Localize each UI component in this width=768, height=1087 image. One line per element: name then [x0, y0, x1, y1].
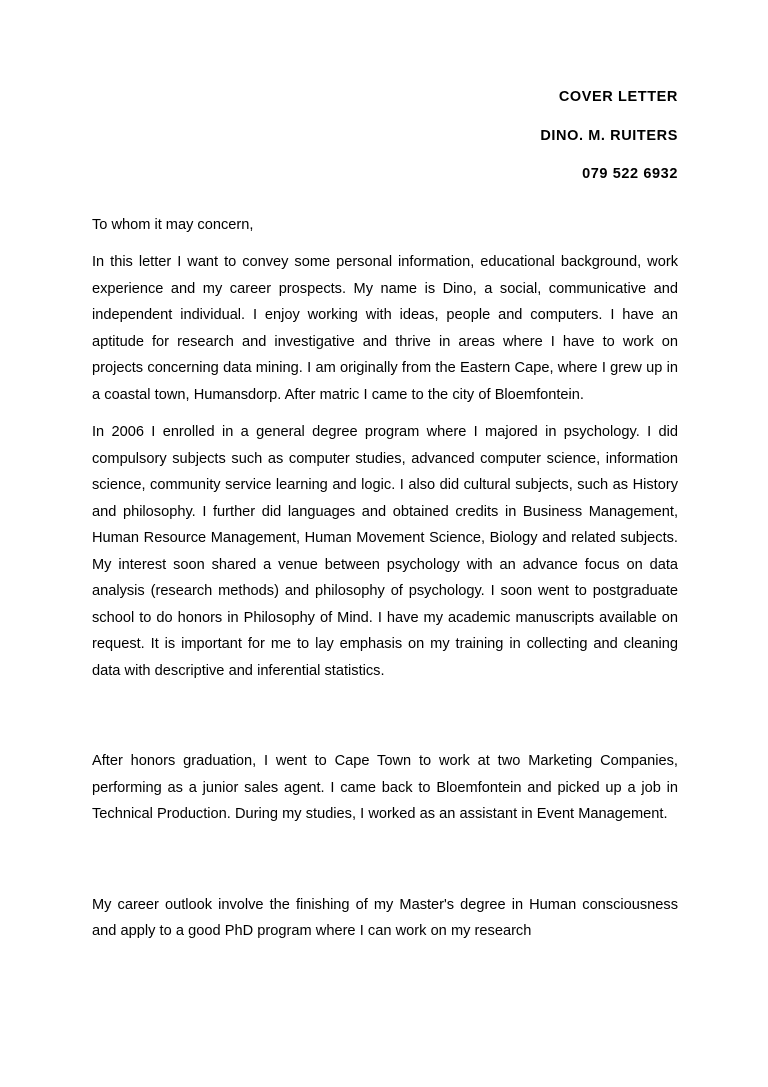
sender-phone: 079 522 6932 — [582, 166, 678, 182]
letterhead — [92, 0, 678, 182]
letter-body — [92, 0, 678, 945]
document-title: COVER LETTER — [558, 89, 678, 105]
sender-name: DINO. M. RUITERS — [540, 127, 678, 144]
paragraph-education: In 2006 I enrolled in a general degree program where I majored in psychology. I did compulsory subjects such as computer studies, advanced computer science, information science, community service learning and logic. I also did cultural subjects, such as History and philosophy. I further did languages and obtained credits in Business Management, Human Resource Management, Human Movement Science, Biology and related subjects. My interest soon shared a venue between psychology with an advance focus on data analysis (research methods) and philosophy of psychology. I soon went to postgraduate school to do honors in Philosophy of Mind. I have my academic manuscripts available on request. It is important for me to lay emphasis on my training in collecting and cleaning data with descriptive and inferential statistics. — [92, 424, 678, 679]
salutation: To whom it may concern, — [92, 216, 254, 233]
paragraph-work-experience: After honors graduation, I went to Cape Town to work at two Marketing Companies, performing as a junior sales agent. I came back to Bloemfontein and picked up a job in Technical Production. During my studies, I worked as an assistant in Event Management. — [92, 753, 678, 822]
paragraph-career-outlook: My career outlook involve the finishing of my Master's degree in Human consciousness and apply to a good PhD program where I can work on my research — [92, 896, 678, 939]
paragraph-intro: In this letter I want to convey some personal information, educational background, work experience and my career prospects. My name is Dino, a social, communicative and independent individual. I enjoy working with ideas, people and computers. I have an aptitude for research and investigative and thrive in areas where I have to work on projects concerning data mining. I am originally from the Eastern Cape, where I grew up in a coastal town, Humansdorp. After matric I came to the city of Bloemfontein. — [92, 254, 678, 403]
